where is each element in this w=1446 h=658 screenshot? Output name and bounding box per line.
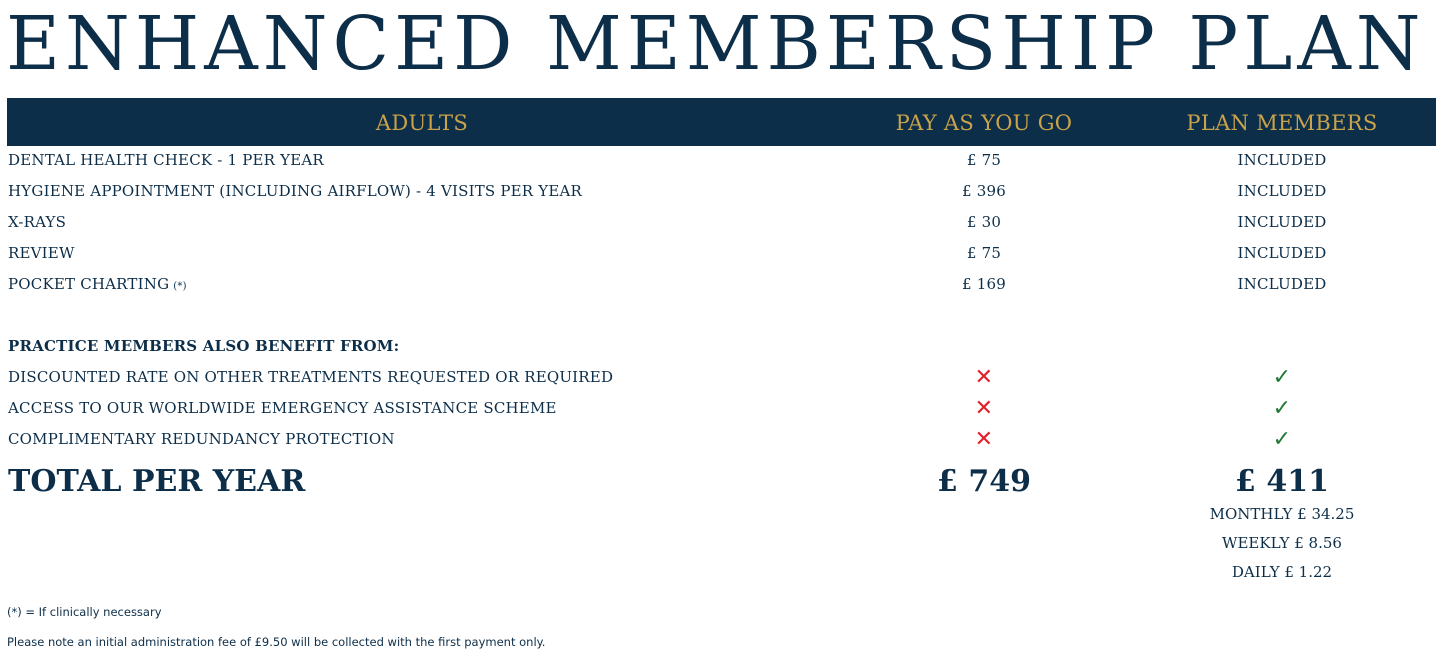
page-title: ENHANCED MEMBERSHIP PLAN xyxy=(6,1,1426,87)
header-plan-members: PLAN MEMBERS xyxy=(1186,111,1378,135)
table-row xyxy=(8,145,1436,176)
total-row xyxy=(8,460,1436,504)
weekly-price: WEEKLY £ 8.56 xyxy=(1222,534,1342,552)
plan-value: INCLUDED xyxy=(1237,275,1327,293)
payg-price: £ 75 xyxy=(966,244,1002,262)
header-pay-as-you-go: PAY AS YOU GO xyxy=(895,111,1073,135)
tick-icon: ✓ xyxy=(1272,365,1292,390)
daily-price: DAILY £ 1.22 xyxy=(1231,563,1333,581)
benefit-row xyxy=(8,424,1436,455)
table-row xyxy=(8,207,1436,238)
tick-icon: ✓ xyxy=(1272,396,1292,421)
benefits-heading-row xyxy=(8,331,1436,362)
payg-price: £ 75 xyxy=(966,151,1002,169)
treatment-label: REVIEW xyxy=(8,244,75,262)
total-payg: £ 749 xyxy=(937,464,1031,499)
benefits-heading: PRACTICE MEMBERS ALSO BENEFIT FROM: xyxy=(8,337,400,355)
plan-value: INCLUDED xyxy=(1237,151,1327,169)
payg-price: £ 396 xyxy=(962,182,1006,200)
treatment-label xyxy=(8,269,187,302)
benefit-row xyxy=(8,362,1436,393)
cross-icon: ✕ xyxy=(974,365,994,390)
plan-value: INCLUDED xyxy=(1237,244,1327,262)
benefit-row xyxy=(8,393,1436,424)
payg-price: £ 169 xyxy=(962,275,1006,293)
cross-icon: ✕ xyxy=(974,396,994,421)
plan-value: INCLUDED xyxy=(1237,213,1327,231)
treatment-label: DENTAL HEALTH CHECK - 1 PER YEAR xyxy=(8,151,324,169)
payg-price: £ 30 xyxy=(966,213,1002,231)
table-header xyxy=(7,98,1436,146)
clinical-note-mark: (*) xyxy=(173,281,187,292)
plan-value: INCLUDED xyxy=(1237,182,1327,200)
total-label: TOTAL PER YEAR xyxy=(8,464,306,499)
clinical-footnote: (*) = If clinically necessary xyxy=(7,605,162,619)
cross-icon: ✕ xyxy=(974,427,994,452)
benefit-label: ACCESS TO OUR WORLDWIDE EMERGENCY ASSISTANCE SCHEME xyxy=(8,399,557,417)
table-row xyxy=(8,269,1436,300)
monthly-price: MONTHLY £ 34.25 xyxy=(1209,505,1355,523)
benefit-label: COMPLIMENTARY REDUNDANCY PROTECTION xyxy=(8,430,395,448)
treatment-label: HYGIENE APPOINTMENT (INCLUDING AIRFLOW) - 4 VISITS PER YEAR xyxy=(8,182,583,200)
tick-icon: ✓ xyxy=(1272,427,1292,452)
admin-fee-note: Please note an initial administration fee of £9.50 will be collected with the first payment only. xyxy=(7,635,546,649)
table-row xyxy=(8,176,1436,207)
table-row xyxy=(8,238,1436,269)
treatment-label-text: POCKET CHARTING xyxy=(8,275,170,293)
total-plan: £ 411 xyxy=(1235,464,1329,499)
benefit-label: DISCOUNTED RATE ON OTHER TREATMENTS REQUESTED OR REQUIRED xyxy=(8,368,614,386)
header-adults: ADULTS xyxy=(375,111,469,135)
treatment-label: X-RAYS xyxy=(8,213,67,231)
